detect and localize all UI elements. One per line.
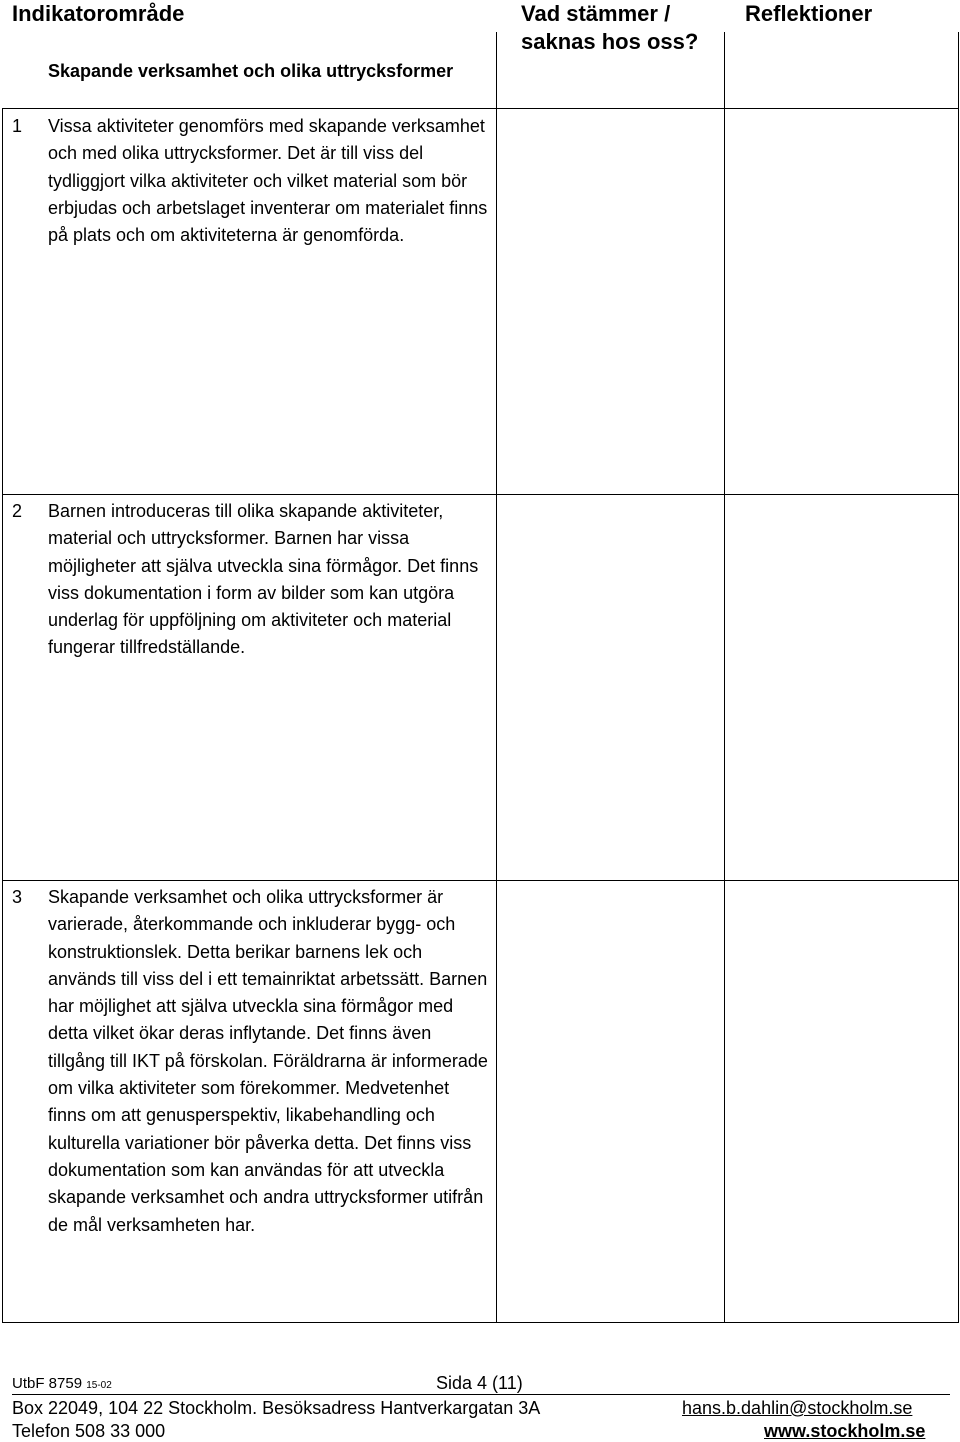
column-divider-2: [724, 32, 725, 1323]
row-divider-bottom: [2, 1322, 959, 1323]
footer-address: Box 22049, 104 22 Stockholm. Besöksadress Hantverkargatan 3A: [12, 1398, 541, 1418]
column-header-status-line2: saknas hos oss?: [521, 29, 699, 54]
form-number: UtbF 8759: [12, 1375, 83, 1392]
row-divider-2: [2, 880, 959, 881]
footer-divider: [12, 1394, 950, 1395]
footer-website-link[interactable]: www.stockholm.se: [764, 1421, 926, 1441]
form-version: 15-02: [86, 1380, 112, 1391]
column-header-reflections: Reflektioner: [745, 1, 873, 26]
column-header-indicator-area: Indikatorområde: [12, 1, 185, 26]
table-border-left: [2, 108, 3, 1323]
indicator-text: Vissa aktiviteter genomförs med skapande verksamhet och med olika uttrycksformer. Det är till viss del tydliggjort vilka aktiviteter och vilket material som bör erbjudas och arbetslaget inventerar om materialet finns på plats och om aktiviteterna är genomförda.: [48, 116, 488, 246]
indicator-text: Skapande verksamhet och olika uttrycksformer är varierade, återkommande och inkluderar bygg- och konstruktionslek. Detta berikar barnens lek och används till viss del i ett temainriktat arbetssätt. Barnen har möjlighet att själva utveckla sina förmågor med detta vilket ökar deras inflytande. Det finns även tillgång till IKT på förskolan. Föräldrarna är informerade om vilka aktiviteter som förekommer. Medvetenhet finns om att genusperspektiv, likabehandling och kulturella variationer bör påverka detta. Det finns viss dokumentation som kan användas för att utveckla skapande verksamhet och andra uttrycksformer utifrån de mål verksamheten har.: [48, 887, 488, 1235]
column-header-status: Vad stämmer /: [521, 1, 671, 26]
indicator-number: 2: [12, 501, 23, 521]
page-number: Sida 4 (11): [436, 1373, 523, 1393]
indicator-text: Barnen introduceras till olika skapande aktiviteter, material och uttrycksformer. Barnen har vissa möjligheter att själva utveckla sina förmågor. Det finns viss dokumentation i form av bilder som kan utgöra underlag för uppföljning om aktiviteter och material fungerar tillfredställande.: [48, 501, 479, 658]
indicator-number: 3: [12, 887, 23, 907]
row-divider-header: [2, 108, 959, 109]
form-id: [12, 1375, 112, 1395]
footer-email-link[interactable]: hans.b.dahlin@stockholm.se: [682, 1398, 913, 1418]
section-title: Skapande verksamhet och olika uttrycksformer: [48, 61, 454, 81]
column-divider-1: [496, 32, 497, 1323]
row-divider-1: [2, 494, 959, 495]
footer-phone: Telefon 508 33 000: [12, 1421, 166, 1441]
table-border-right: [958, 32, 959, 1323]
indicator-number: 1: [12, 116, 23, 136]
